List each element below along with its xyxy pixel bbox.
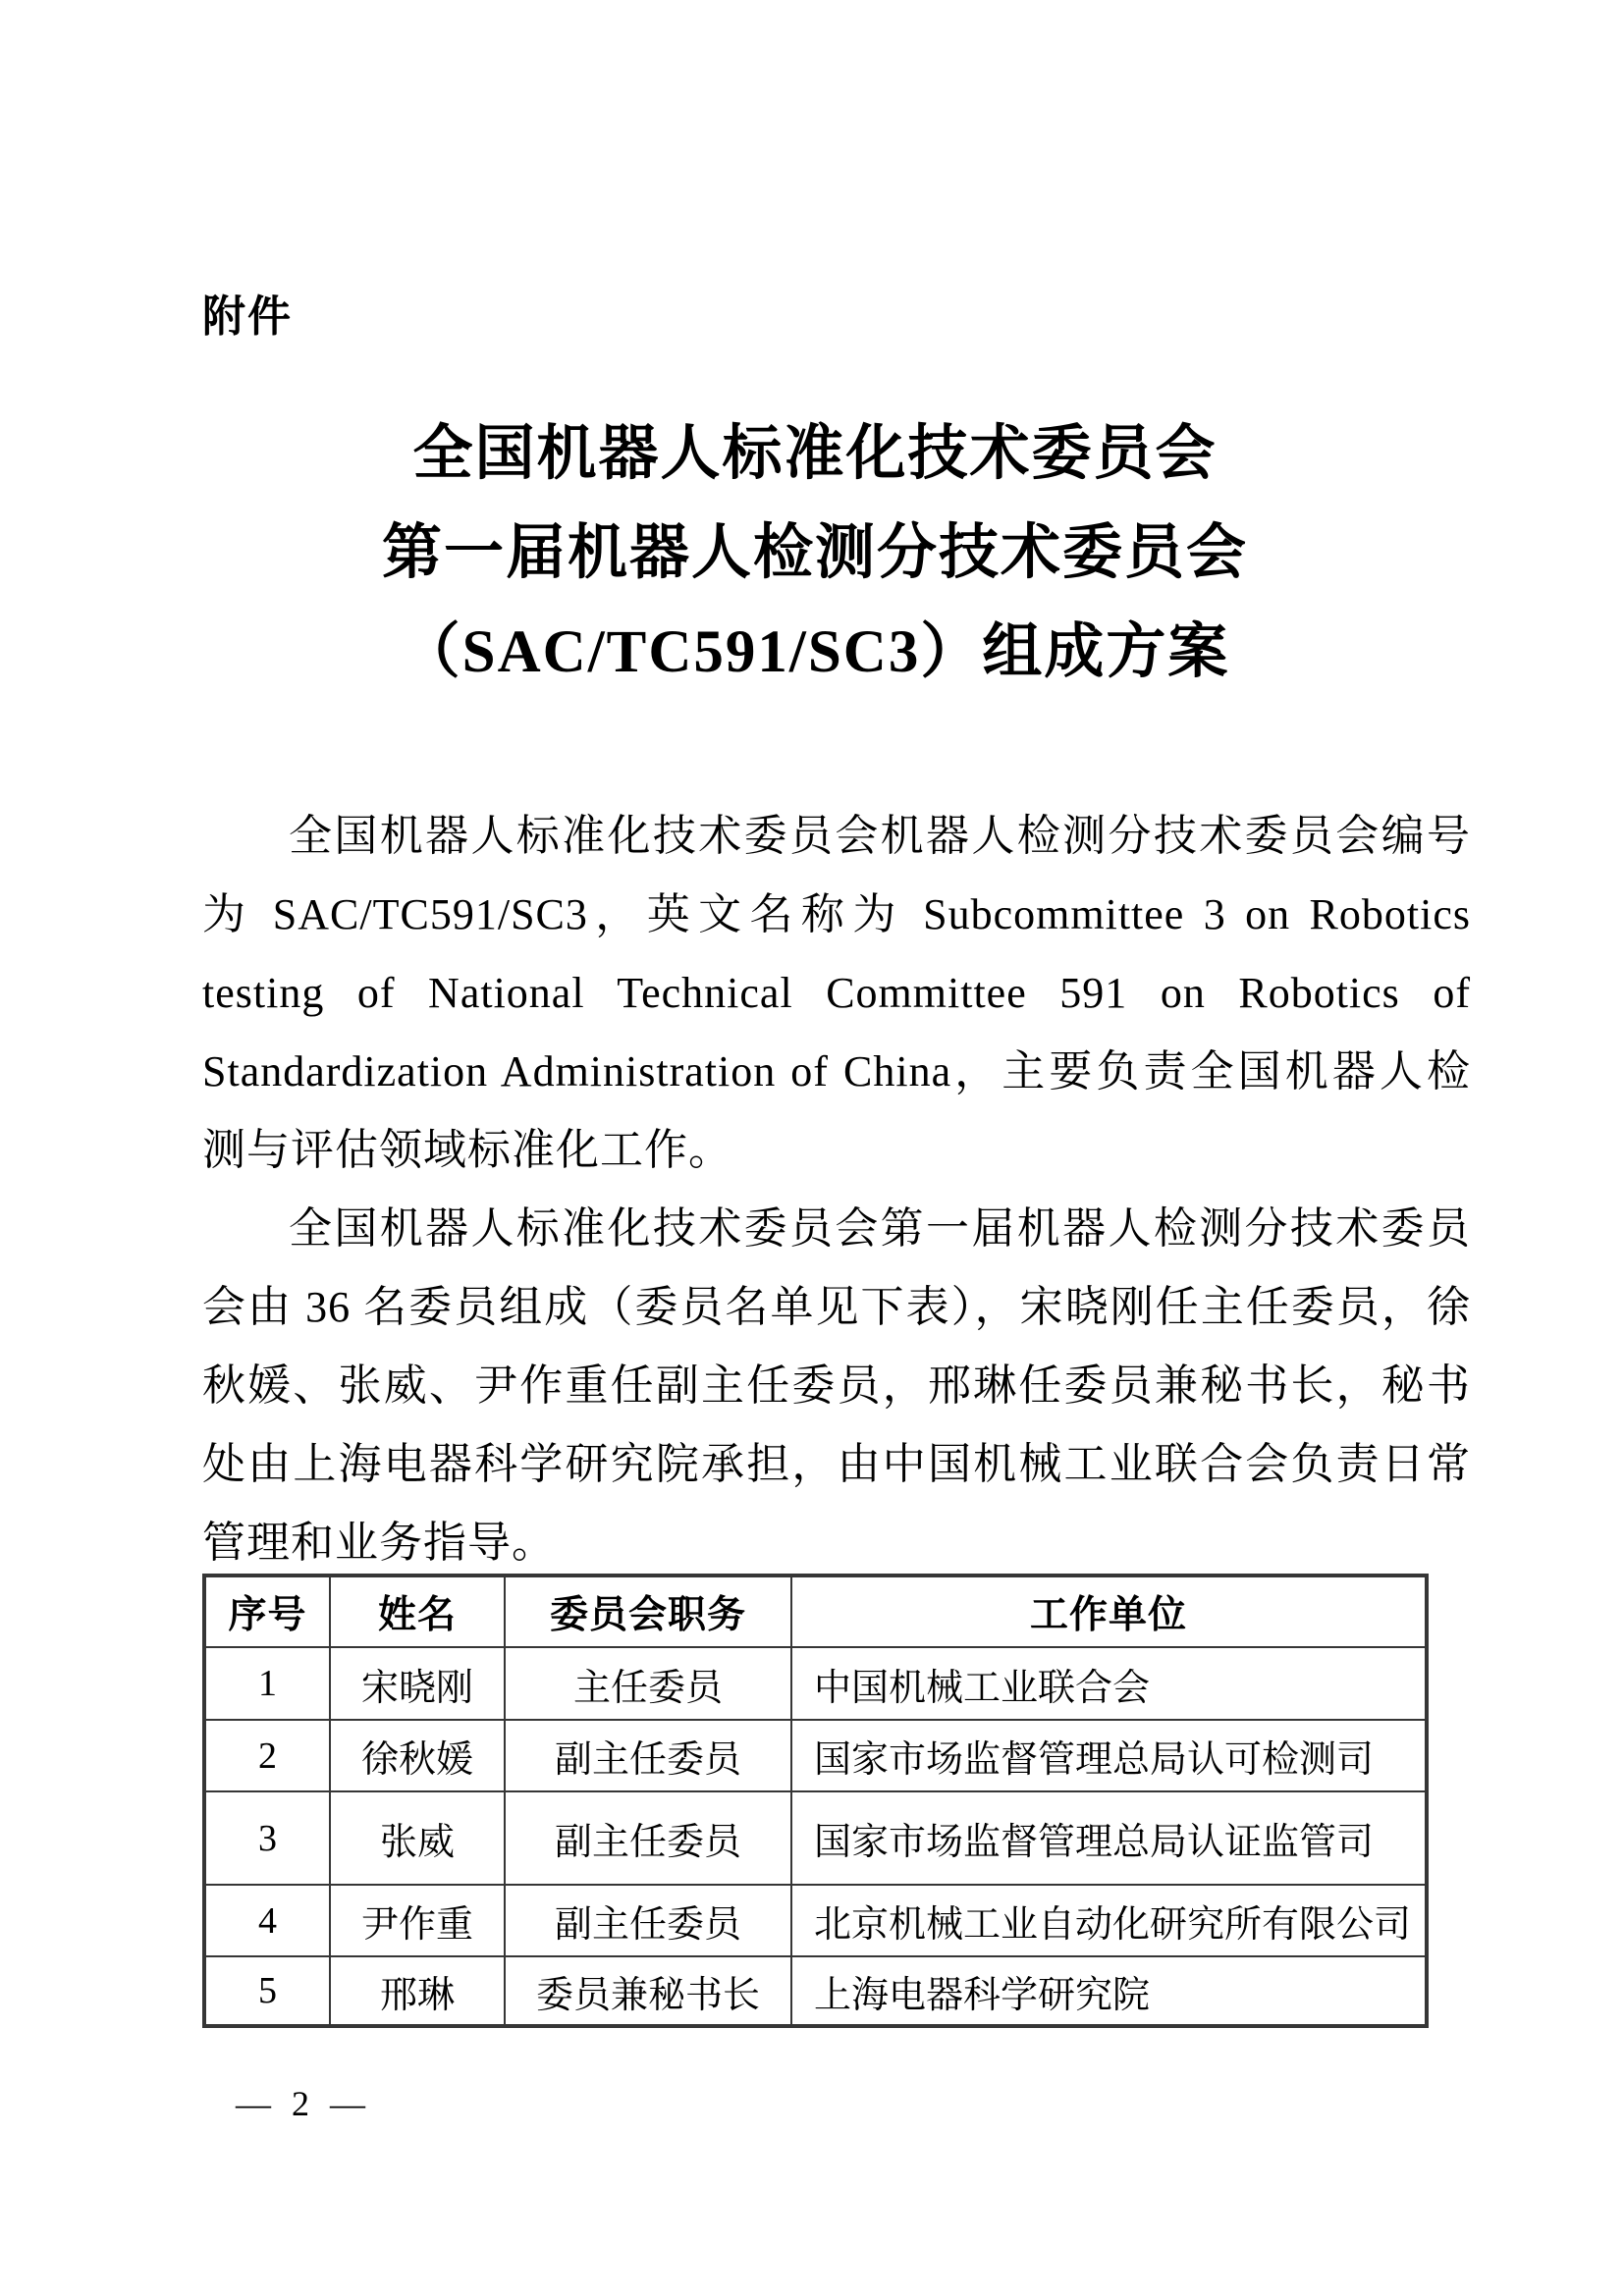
cell-index: 2 xyxy=(204,1720,330,1791)
title-line-2: 第一届机器人检测分技术委员会 xyxy=(381,520,1248,586)
cell-name: 邢琳 xyxy=(330,1956,505,2026)
cell-org: 北京机械工业自动化研究所有限公司 xyxy=(791,1885,1427,1956)
cell-index: 3 xyxy=(204,1791,330,1885)
document-title xyxy=(177,404,1453,702)
table-row xyxy=(204,1647,1427,1720)
committee-member-table xyxy=(202,1574,1429,2028)
cell-role: 副主任委员 xyxy=(505,1791,791,1885)
cell-name: 徐秋媛 xyxy=(330,1720,505,1791)
header-cell-org: 工作单位 xyxy=(791,1575,1427,1647)
cell-org: 国家市场监督管理总局认可检测司 xyxy=(791,1720,1427,1791)
cell-name: 宋晓刚 xyxy=(330,1647,505,1720)
header-cell-role: 委员会职务 xyxy=(505,1575,791,1647)
title-line-3: （SAC/TC591/SC3）组成方案 xyxy=(400,619,1230,685)
table-row xyxy=(204,1720,1427,1791)
cell-index: 4 xyxy=(204,1885,330,1956)
paragraph-composition: 全国机器人标准化技术委员会第一届机器人检测分技术委员会由 36 名委员组成（委员名单见下表），宋晓刚任主任委员，徐秋媛、张威、尹作重任副主任委员，邢琳任委员兼秘书长，秘书处由上海电器科学研究院承担，由中国机械工业联合会负责日常管理和业务指导。 xyxy=(202,1204,1471,1567)
cell-org: 国家市场监督管理总局认证监管司 xyxy=(791,1791,1427,1885)
table-row xyxy=(204,1956,1427,2026)
cell-index: 1 xyxy=(204,1647,330,1720)
title-line-1: 全国机器人标准化技术委员会 xyxy=(412,421,1218,487)
cell-name: 张威 xyxy=(330,1791,505,1885)
cell-index: 5 xyxy=(204,1956,330,2026)
cell-org: 中国机械工业联合会 xyxy=(791,1647,1427,1720)
cell-name: 尹作重 xyxy=(330,1885,505,1956)
paragraph-intro: 全国机器人标准化技术委员会机器人检测分技术委员会编号为 SAC/TC591/SC3，英文名称为 Subcommittee 3 on Robotics testing of National Technical Committee 591 on Robotics of Standardization Administration of China，主要负责全国机器人检测与评估领域标准化工作。 xyxy=(202,812,1471,1174)
header-cell-index: 序号 xyxy=(204,1575,330,1647)
cell-role: 主任委员 xyxy=(505,1647,791,1720)
cell-org: 上海电器科学研究院 xyxy=(791,1956,1427,2026)
page-number: — 2 — xyxy=(236,2084,371,2123)
cell-role: 委员兼秘书长 xyxy=(505,1956,791,2026)
cell-role: 副主任委员 xyxy=(505,1885,791,1956)
table-row xyxy=(204,1791,1427,1885)
attachment-label: 附件 xyxy=(202,293,293,341)
table-header-row xyxy=(204,1575,1427,1647)
cell-role: 副主任委员 xyxy=(505,1720,791,1791)
document-body xyxy=(202,797,1471,1582)
header-cell-name: 姓名 xyxy=(330,1575,505,1647)
table-row xyxy=(204,1885,1427,1956)
